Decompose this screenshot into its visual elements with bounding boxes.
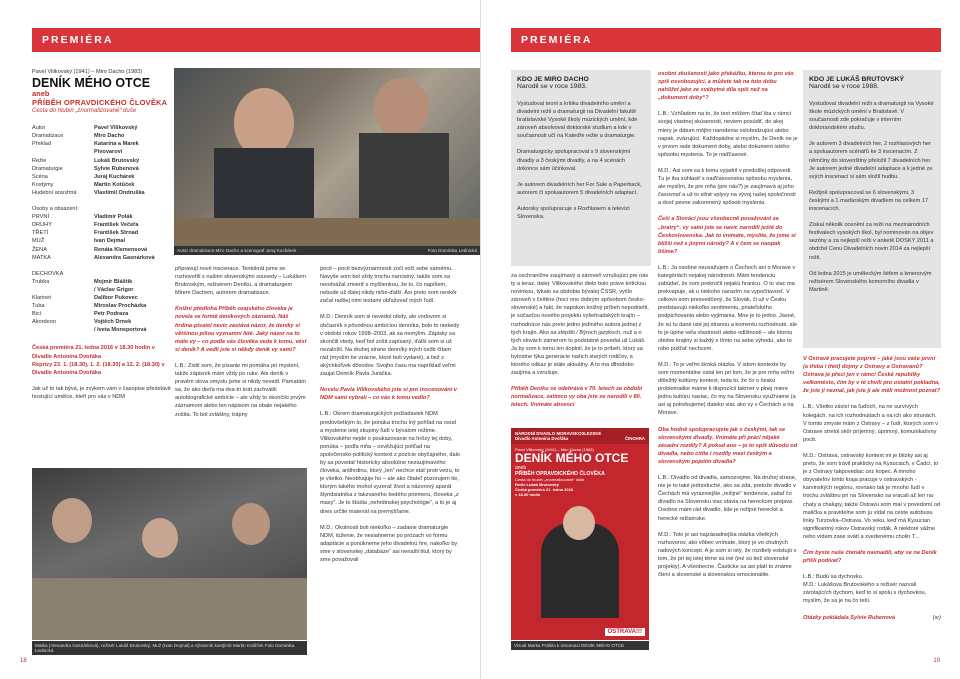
answer-3: L.B.: Okrem dramaturgických požiadaviek NDM predovšetkým to, že ponúka trochu iný pohľad na osud a myslenie istej skupiny ľudí v bývalom režime. Vilikovského nejde o poukazovanie na hrôzy tej doby, ponúka – podľa mňa – osvěžujúci pohľad na spoločensko-politický kontext z pozície obyčajného, dalo by sa povedať historicky absolútne nezaujímavého človeka, antihrdinu, ktorý „len“ nechce stáť proti vetru, to je všetko. Neobhajuje ho – ale ako čitateľ pozorujem tie, ktorým takého mohol vyzerať život a názorový aparát štyridsiatnika z takzvaného šedého priemeru, človeka „z masy“. Je to štúdia „nehrdinskej psychológie“, a to je aj dnes určite materiál na premýšľanie. (320, 411, 460, 515)
credit-role: DRUHÝ (32, 222, 52, 229)
title-subtitle: PŘÍBĚH OPRAVDICKÉHO ČLOVĚKA (32, 98, 168, 108)
credit-row (32, 221, 172, 229)
bio-box-dacho (511, 70, 651, 266)
section-banner: PREMIÉRA (511, 28, 941, 52)
poster-figure-head (563, 506, 595, 540)
page-number: 19 (933, 658, 940, 664)
question-2: Novelu Pavla Vilikovského jste si pro inscenování v NDM sami vybrali – co vás k tomu vedlo? (320, 387, 457, 402)
credit-role: Trubka (32, 278, 50, 285)
poster-director: Režie Lukáš Brutovský (515, 482, 559, 487)
right-page (480, 0, 960, 679)
credit-row (32, 310, 172, 318)
credit-person: Pivovarovi (94, 149, 123, 156)
poster-tagline: Cesta do hlubin „znormalizované“ duše (515, 477, 585, 482)
credit-row (32, 148, 172, 156)
credit-person: / Iveta Monsportová (94, 327, 147, 334)
credit-row (32, 140, 172, 148)
answer: M.D.: To je veľmi široká otázka. V istom kontexte by som momentálne ostal len pri tom, že je pre mňa veľmi dôležitý kultúrny kontext, teda to, že čo o českú problematike máme k dispozícii takmer v plnej miere jednu kultúru naviac, čo my na Slovensku využívame (a asi aj potrebujeme) dateko viac ako vy v Čechách a na Morave. (658, 361, 796, 417)
photo2-caption (32, 641, 307, 655)
bio-text: Autorsky spolupracuje s Rozhlasem a televízí Slovenska. (517, 205, 630, 221)
credit-row (32, 318, 172, 326)
creative-team (32, 124, 172, 197)
credit-role: Dramatizace (32, 133, 64, 140)
credit-row (32, 173, 172, 181)
credit-row (32, 278, 172, 286)
credit-person: Alexandra Gasnárková (94, 254, 155, 261)
answer: L.B.: Divadlo od divadla, samozrejme. Na druhej strane, nie je to také jednoduché, ako sa zdá, pretože divadlo v Čechách má vyrazniejšie „režijné“ tendencie, zatiaľ čo divadlo na Slovensku viac stavia na hereckom prejave. Osobne mám rád divadlo, kde je režijné herecké a herecké režisérske. (658, 475, 797, 522)
poster-title: DENÍK MÉHO OTCE (515, 451, 629, 465)
credit-row (32, 254, 172, 262)
poster-venue: Divadlo Antonína Dvořáka (515, 436, 569, 441)
answer: L.B.: Vzhľadom na to, že text môžem čítať iba v rámci svojej vlastnej skúsenosti, neviem posúdiť, do akej miery je dátum môjho narodenia oslobodzujúci alebo napak, zväzujúci. Každopádne si myslím, že Deník ne je v prvom rade dokument doby, alebo dokument istého spôsobu myslenia. To je naďčasové. (658, 111, 798, 158)
section-banner: PREMIÉRA (32, 28, 480, 52)
question-5: Oba hodně spolupracujete jak s českými, tak se slovenskými divadly. Vnímáte při práci nějaké zásadní rozdíly? A pokud ano – je to spíš důvodu od divadla, nebo cítíte i rozdíly mezi českým a slovenským pojetím divadla? (658, 426, 798, 465)
cast-heading: Osoby a obsazení: (32, 206, 79, 213)
answer: M.D.: Lukášova Brutovského s režisér nazvali zárotajících dychom, keď to si spolu s dychovkou, myslím, že sa je na čo teší. (803, 582, 927, 605)
credit-row (32, 132, 172, 140)
poster-caption (511, 641, 649, 650)
bio-birth: Narodil se v roce 1983. (517, 83, 587, 90)
credit-person: Dalibor Pukovec (94, 294, 138, 301)
credit-role: Scéna (32, 173, 48, 180)
credit-row (32, 302, 172, 310)
poster-caption-text: Vizuál Marka Prášila k inscenaci DENÍK MÉHO OTCE (514, 643, 625, 648)
bio-text: Od ledna 2015 je uměleckým šéfem a kmenovým režisérem Slovenského komorního divadla v Martině. (809, 270, 932, 293)
credit-row (32, 157, 172, 165)
credit-role: Kostýmy (32, 181, 54, 188)
credit-person: Katarína a Marek (94, 141, 139, 148)
credit-role: Bicí (32, 311, 42, 318)
credit-person: Mojmír Bláštík (94, 278, 133, 285)
credit-person: Juraj Kuchárek (94, 173, 135, 180)
credit-row (32, 294, 172, 302)
photo2-caption-text: Matka (Alexandra Gasnárková), režisér Lukáš Brutovský, Muž (Ivan Dejmal) a výtvarník kostýmů Martin Kotůček Foto Dominika Lednická (35, 643, 295, 653)
credit-role (32, 148, 94, 156)
photo-rehearsal-room (32, 468, 307, 640)
credit-role: ŽENA (32, 246, 47, 253)
credit-role (32, 286, 94, 294)
person-figure (142, 518, 178, 558)
credit-person: / Václav Grigor (94, 286, 134, 293)
answer-1-cont: pocit – pocit bezvýznamnosti zoči voči sebe samému. Navyše som bol vždy trochu narcistný, takže som sa neodvážal zmieriť s myšlienkou, že to, čo napíšem, nebude už ďalej nikdy ničie-ďalší. Asi preto som neskôr začal radšej nimi textami obľažovať iných ľudí. (320, 266, 457, 305)
bio-text: Je autorem divadelních her For Sale a Paperback, autorem či spoluautorem 5 divadelních adaptací. (517, 181, 642, 196)
bio-text: Vystudoval teorii a kritiku divadelního umění a divadelní režii a dramaturgii na Divadelní fakultě bratislavské Vysoké školy múzických umění, kde zároveň absolvoval doktorské studium a kde v současnosti učí na Katedře režie a dramaturgie. (517, 101, 638, 140)
answer-2: M.D.: Denník som si nevedol nikdy, ale vodovom si občasník s pôvodnou ambíciou denníka, bolo to niekedy v období rokov 1998–2003, ak sa nemýlim. Zápisky sa skončili vtedy, keď bol zošit zapísaný, ďalší som si už nezaložil. Na druhej strane denníky iných osôb čítam rád (myslím tie vzácne, ktoré boli vydané), a tiež z akýchkoľvek dôvodov. Svojho času ma napríklad veľmi zaujal Denník Pavla Juráčka. (320, 314, 460, 378)
question-6: V Ostravě pracujete poprvé – jaké jsou vaše první (a třeba i třetí) dojmy z Ostravy a Ostravanů? Ostrava je přeci jen v rámci České republiky velkoměsto, čím by v té chvíli pro ostatní pokladna, že jste ji neznal, jak jste ji ale měli možnost poznat? (803, 356, 941, 395)
tagline: Cesta do hlubin „znormalizované“ duše (32, 108, 137, 115)
credit-row (32, 213, 172, 221)
answer: L.B.: Budú sa dychovku. (803, 574, 864, 581)
question-1: Knižní předloha Příběh ozajského človeka je novela ve formě deníkových záznamů. Náš hrdina-pisatel nevic zastává názor, že deníky si většinou píšou významní lidé. Jaký názor na to máte vy – co podle vás člověka vede k tomu, vést si deník? A vedli jste si někdy deník vy sami? (175, 306, 307, 353)
credit-role: Tuba (32, 303, 45, 310)
credit-row (32, 286, 172, 294)
credit-person: Petr Podraza (94, 311, 129, 318)
credit-role: Klarinet (32, 294, 51, 301)
photo-rehearsal-table (174, 68, 480, 249)
credit-row (32, 181, 172, 189)
credit-person: Renáta Klemensová (94, 246, 148, 253)
person-figure (52, 498, 92, 543)
table-surface (174, 218, 480, 249)
credit-person: Vladimír Polák (94, 214, 133, 221)
credit-row (32, 189, 172, 197)
page-number: 18 (20, 658, 27, 664)
credit-row (32, 237, 172, 245)
bio-heading: KDO JE LUKÁŠ BRUTOVSKÝ (809, 76, 905, 83)
credit-row (32, 124, 172, 132)
credit-role: Hudební aranžmá (32, 189, 77, 196)
poster-premiere: Česká premiéra 21. ledna 2016 (515, 487, 574, 492)
answer: L.B.: Ja osobne neuvažujem o Čechoch ani o Morave v kategóriách nejakej národnosti. Mám tendenciu zabúdať, že som prekročil nejakú hranicu. O to viac ma prekvapuje, ak u niekoho narazím na vypočítavosť. V celkovo som presvedčený, že Slovák, či už v Česku predstavujú niekoľko sentimentu, priateľského podpichovania alebo vyjímania. Mne je to jedno. Jasné, že sú tu dané isté jej stranou a komentu rozhodnuté, ale to je úplne veľa vlastností alebo odlišností – ale ktorou obidve krajiny si každý s tímto na sebe výhodu, ako to robo púšťať nechcem. (658, 264, 797, 352)
poster-season: ČINOHRA (624, 436, 645, 441)
credit-person: Lukáš Brutovský (94, 157, 140, 164)
credit-role: Režie (32, 157, 47, 164)
credit-row (32, 246, 172, 254)
question-3-cont: osobní zkušenosti jako překážku, kterou to pro vás spíš osvobozující, a můžete tak na tuto dobu nahlížet jako ze svébytné díla spíš než na „dokument doby“? (658, 71, 794, 102)
question-7: Čím byste naše čtenáře navnadili, aby se na Deník přišli podívat? (803, 549, 937, 565)
answer: M.D.: Toto je asi najzásadnejšia otázka všetkých rozhovorov, ako vôbec vnímate, ktorý je vo chutných radových koncept. A je som si istý, že rozdiely existujú v tom, že pri tej istej téme sú iné (iné sú tiež slovenské projekty). A všeobecne. Časticke sa asi platí to známe čtení a slovenské a slovenskou emocionalite. (658, 531, 797, 579)
article-col-3 (511, 272, 651, 418)
credit-row (32, 326, 172, 334)
credit-person: Vlastimil Ondruška (94, 189, 145, 196)
credit-person: Ivan Dejmal (94, 238, 126, 245)
credit-role: Překlad (32, 141, 51, 148)
author-initials: (sr) (932, 614, 941, 621)
answer-1: L.B.: Zistil som, že písanie mi pomáha pri myslení, takže zápisník mám vždy po ruke. Ale deník v pravém slova smyslu jsme si nikdy nevedl. Pamatám sa, že ako dieťa ma dva-tri krát zachvátili autobiografické ambície – ale vždy to skončilo prvým záznamom alebo len nápisom na obale nejakého zošita. To bol zvláštny, trápny (175, 362, 306, 418)
question-4: Češi a Slováci jsou všeobecně považováni za „bratry“, vy sami jste se navíc narodili ještě do Československa. Jak to vnímáte, myslíte, že jsme si bližší než s jinými národy? A v čem se naopak lišíme? (658, 216, 796, 255)
answer-4: M.D.: Okolnosti boli niekoľko – zadanie dramaturgie NDM, túženie, že nesiahneme po prózach vo formu adaptácie a ponúkneme jeho divadelnú hre, nakoľko by sme v slovenskej „databáze“ asi nenašli titul, ktorý by sme považovali (320, 524, 458, 563)
credits-column (32, 68, 172, 401)
authors-line: Pavel Vilikovský (1941) – Miro Dacho (1983) (32, 69, 143, 75)
credit-person: Miroslav Procházka (94, 303, 147, 310)
answer: M.D.: Asi som sa k tomu vyjadril v predošlej odpovedi. Tu je iba súhlasiť s naďčasovostou spôsobu myslenia, ale myslím, že pre mňa (pre nás?) je zaujímavá aj jeho časovosť a už to silné vplyvy na vývoj našej spoločnosti a dosť pevne zakorenený spôsob myslenia. (658, 167, 796, 207)
credit-person: Vojtěch Drnek (94, 319, 132, 326)
bio-text: Je autorem 3 divadelních her, 2 rozhlasových her a spoluautorem scénářů ke 3 inscenacím. Z němčiny do slovenštiny přeložil 7 divadelních her. Je autorem jedné divadelní adaptace a k jedné ze svých inscenací si sám složil hudbu. (809, 141, 933, 180)
credit-person: Miro Dacho (94, 133, 125, 140)
bio-text: Dramaturgicky spolupracoval s 9 slovenskými divadly a 3 českými divadly, a na 4 scénách dokonce sám účinkoval. (517, 149, 631, 172)
credit-person: Martin Kotůček (94, 181, 135, 188)
poster-time: v 18.30 hodin (515, 492, 541, 497)
poster-aneb: aneb (515, 465, 527, 471)
intro-text: Jak už to tak bývá, je zvykem vám v časopise představit hostující umělce, kteří pro vás v NDM (32, 385, 171, 400)
premiere-info: Česká premiéra 21. ledna 2016 v 18.30 hodin v Divadle Antonína Dvořáka (32, 345, 155, 360)
credit-person: František Strnad (94, 230, 139, 237)
credit-role: MUŽ (32, 238, 45, 245)
bio-text: Vystudoval divadelní režii a dramaturgii na Vysoké škole múzických umění v Bratislavě. V současnosti zde pokračuje v interním doktorandském studiu. (809, 101, 934, 132)
credit-row (32, 229, 172, 237)
credit-row (32, 165, 172, 173)
reprise-info: Reprízy 23. 1. (18.30), 1. 2. (18.30) a 12. 2. (18.30) v Divadle Antonína Dvořáka (32, 361, 165, 376)
article-col-2 (320, 265, 460, 572)
poster (511, 428, 649, 640)
title-aneb: aneb (32, 89, 50, 99)
question-3: Příběh Deníku se odehrává v 70. letech za období normalizace, zatímco vy oba jste se narodili v 80. letech. Vnímáte absenci (511, 386, 643, 409)
photo1-credit: Foto Dominika Lednická (427, 248, 477, 253)
credit-role: TŘETÍ (32, 230, 49, 237)
answer-cont: za cechranične zaujímavý a zároveň vzrušujúci pre nás ty a teraz, dalej: Vilikovského dielo bolo práve kritickou novinkou, týkalo sa obdobia bývalej ČSSR, vyšlo zároveň v češtine (hoci ono dobrým spôsobom česko-slovenské) a fakt, že napokon knižný príbeh nepodnetil, je súčasťou nového projektu vyšehradských krajín – rozhodnúce nás preto jedno jediného autora jednej z tých krajín. Ako sa zlépšili / Býroch jazykoch, nuž a o tých slovách zámerom to podstatné povedal už Lukáš. Ja by som k tomu len doplnil, že je to príbeh, ktorý sa bytostne týka generácie našich starých rodičov, a ktorého odkaz je stále aktuálny. A to ma dlhodobo zaujíma a vzrušuje. (511, 273, 649, 377)
interview-credit: Otázky pokládala Sylvie Rubenová (803, 614, 896, 621)
bio-text: Režijně spolupracoval se 6 slovenskými, 3 českými a 1 maďarským divadlem na celkem 17 inscenacích. (809, 189, 929, 213)
credit-person: Pavel Vilikovský (94, 125, 138, 132)
article-col-4 (658, 70, 798, 587)
person-figure (232, 503, 270, 545)
poster-header (511, 428, 649, 444)
credit-person: František Večeřa (94, 222, 139, 229)
credit-role: Akordeon (32, 319, 56, 326)
answer: L.B.: Všetko závisí na ľuďoch, na ne survívých kolegách, na ich rozhodnutiach a na ich ako strunách. V tomto zmysle mám z Ostravy – z ľudí, ktorých som v Ostrave stretol skôr príjemný, úprimný, komunikatívny pocit. (803, 404, 938, 443)
band-heading: DECHOVKA (32, 270, 64, 277)
credit-person: Sylvie Rubenová (94, 165, 139, 172)
credit-role: Autor (32, 125, 46, 132)
poster-authors: Pavel Vilikovský (1941) – Miro Dacho (1983) (515, 447, 594, 452)
article-intro: připravují nové inscenace. Tentokrát jsme se rozhovořili s našimi slovenskými sousedy – Lukášem Brutovským, režisérem Deníku, a dramaturgem Mirem Dachem, autorem dramatizace. (175, 266, 306, 297)
person-figure (374, 78, 429, 138)
photo1-caption (174, 246, 480, 255)
bio-text: Získal několik ocenění za režii na mezinárodních festivalech vysokých škol, byl nominován na objev sezóny a za nejlepší režii v anketě DOSKY 2011 a obdržel Cenu Divadelních novin 2014 za nejlepší režii. (809, 222, 934, 261)
bio-box-brutovsky (803, 70, 941, 348)
article-col-1 (175, 265, 307, 427)
bio-birth: Narodil se v roce 1988. (809, 83, 879, 90)
poster-subtitle: PŘÍBĚH OPRAVDICKÉHO ČLOVĚKA (515, 471, 605, 477)
band-list (32, 278, 172, 335)
article-col-5 (803, 355, 941, 622)
answer: M.D.: Ostrava, ostravský kontext mi je blízky asi aj preto, že som trávil prakticky na Kysuciach, v Čadci, to je z Ostravy takpovediac cez kopec. A mnoho obyvateľov tohto kraja pracuje v ostravských -karvinských regiónu, rovnako tak je mnoho ľudí v trochu zvláštnu pri na Slovensko sa vracali až len na chaty a chalupy, takže Ostravu som mal v povedomí od malička a pravidelne som ju vídal na ceste autobusu linky Turzovka–Ostrava. Vo veku, keď má Kysucian signifikantný rokov Ostravský rodák. A niektoré vážne nebo vídam zase svátí a zvedenému cholin T... (803, 452, 941, 540)
play-title: DENÍK MÉHO OTCE (32, 76, 151, 91)
credit-role (32, 326, 94, 334)
credit-role: PRVNÍ (32, 214, 49, 221)
floor (32, 578, 307, 640)
cast-list (32, 213, 172, 262)
credit-role: MATKA (32, 254, 51, 261)
poster-brand: OSTRAVA!!! (605, 628, 645, 636)
photo1-caption-text: Autor dramatizace Miro Dacho a scenograf Juraj Kuchárek (177, 248, 297, 253)
poster-theatre: NÁRODNÍ DIVADLO MORAVSKOSLEZSKÉ (515, 431, 602, 436)
bio-heading: KDO JE MIRO DACHO (517, 76, 589, 83)
credit-role: Dramaturgie (32, 165, 63, 172)
